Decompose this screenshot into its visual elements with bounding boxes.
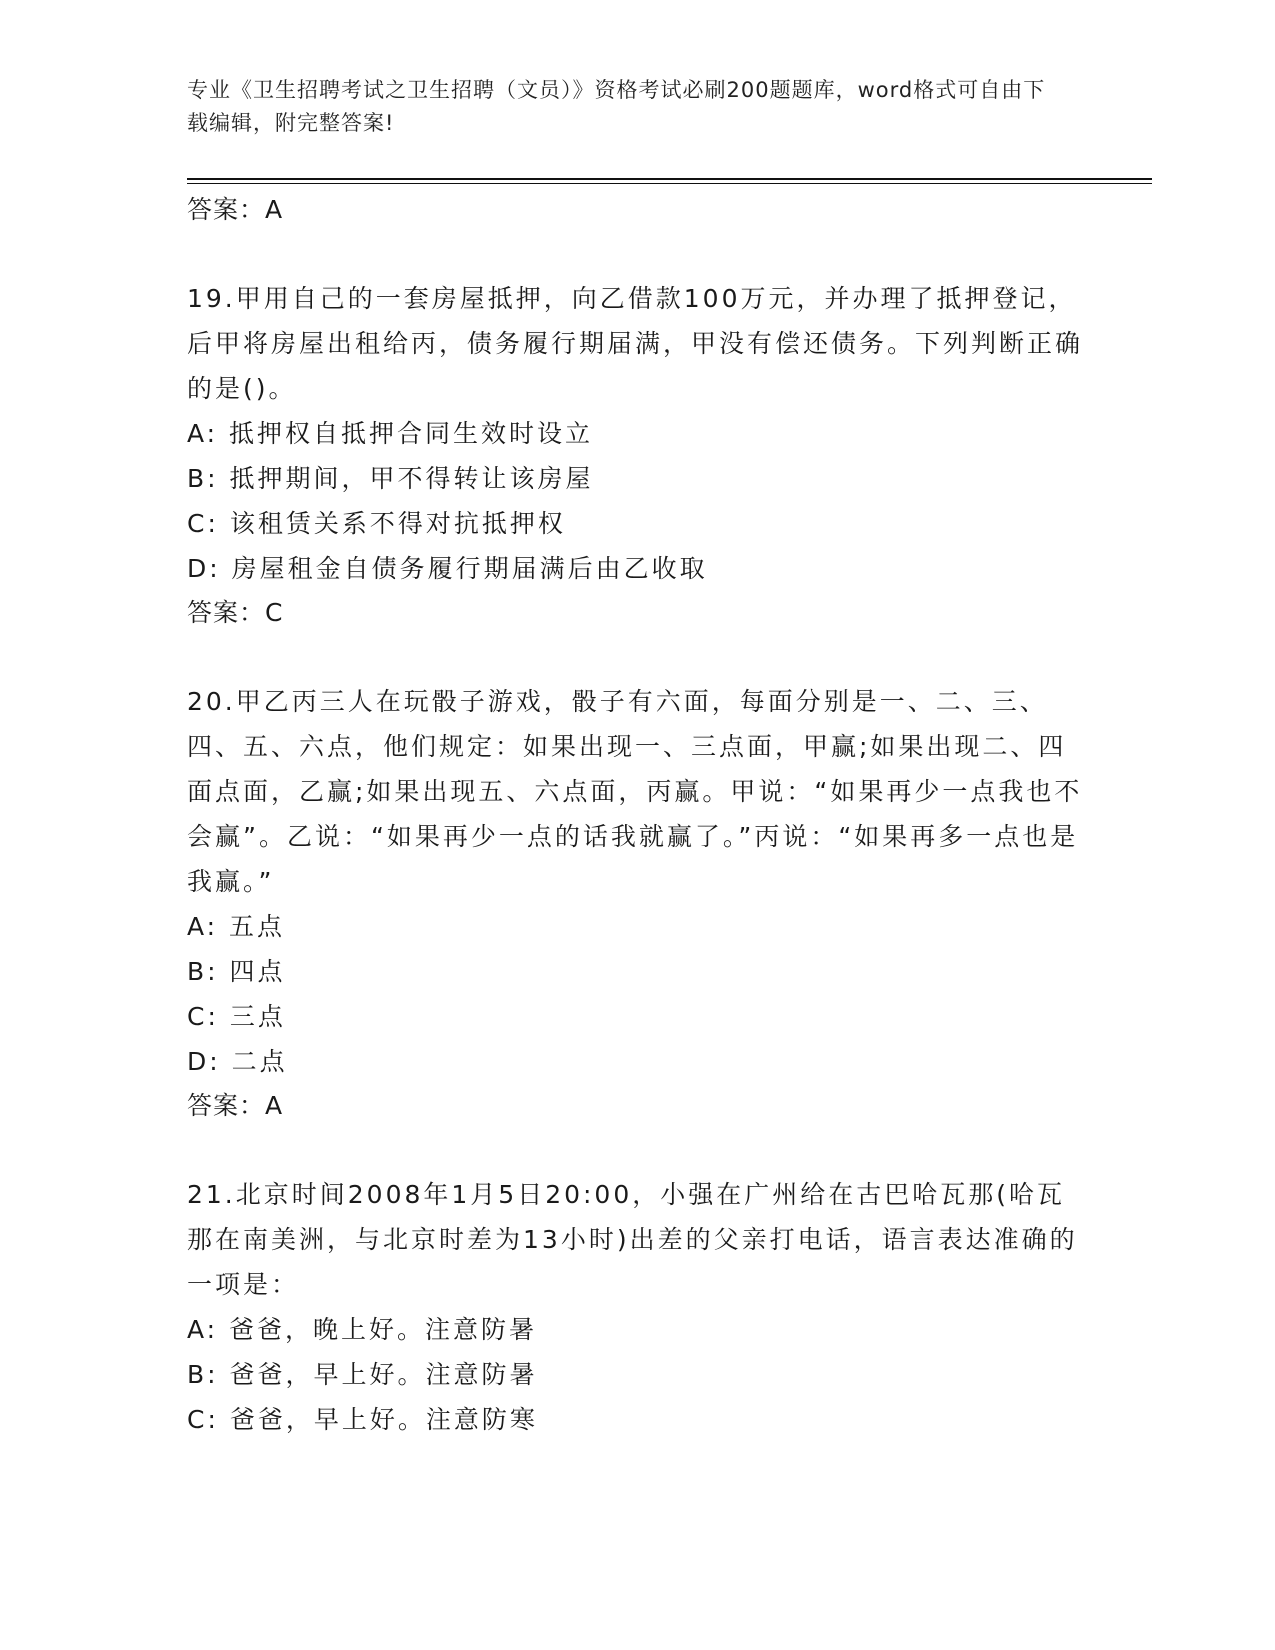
header-divider (187, 178, 1152, 180)
option-a: A: 五点 (187, 912, 286, 941)
option-d: D: 二点 (187, 1047, 288, 1076)
document-body (187, 188, 1087, 1442)
question-block (187, 679, 1087, 1128)
header-divider-thin (187, 183, 1152, 184)
question-text: 20.甲乙丙三人在玩骰子游戏，骰子有六面，每面分别是一、二、三、四、五、六点，他们规定：如果出现一、三点面，甲赢;如果出现二、四面点面，乙赢;如果出现五、六点面，丙赢。甲说：“如果再少一点我也不会赢”。乙说：“如果再少一点的话我就赢了。”丙说：“如果再多一点也是我赢。” (187, 687, 1083, 896)
question-text: 19.甲用自己的一套房屋抵押，向乙借款100万元，并办理了抵押登记，后甲将房屋出租给丙，债务履行期届满，甲没有偿还债务。下列判断正确的是()。 (187, 284, 1084, 403)
answer-line: 答案：A (187, 1091, 284, 1120)
option-c: C: 三点 (187, 1002, 286, 1031)
question-block (187, 1172, 1087, 1442)
option-b: B: 抵押期间，甲不得转让该房屋 (187, 464, 594, 493)
question-text: 21.北京时间2008年1月5日20:00，小强在广州给在古巴哈瓦那(哈瓦那在南美洲，与北京时差为13小时)出差的父亲打电话，语言表达准确的一项是： (187, 1180, 1078, 1299)
page-header: 专业《卫生招聘考试之卫生招聘（文员）》资格考试必刷200题题库，word格式可自由下载编辑，附完整答案! (187, 78, 1046, 135)
option-b: B: 爸爸，早上好。注意防暑 (187, 1360, 538, 1389)
answer-line: 答案：A (187, 195, 284, 224)
option-c: C: 爸爸，早上好。注意防寒 (187, 1405, 538, 1434)
option-a: A: 爸爸，晚上好。注意防暑 (187, 1315, 538, 1344)
option-d: D: 房屋租金自债务履行期届满后由乙收取 (187, 554, 708, 583)
option-a: A: 抵押权自抵押合同生效时设立 (187, 419, 594, 448)
option-c: C: 该租赁关系不得对抗抵押权 (187, 509, 566, 538)
answer-line: 答案：C (187, 598, 284, 627)
option-b: B: 四点 (187, 957, 286, 986)
question-block (187, 276, 1087, 635)
